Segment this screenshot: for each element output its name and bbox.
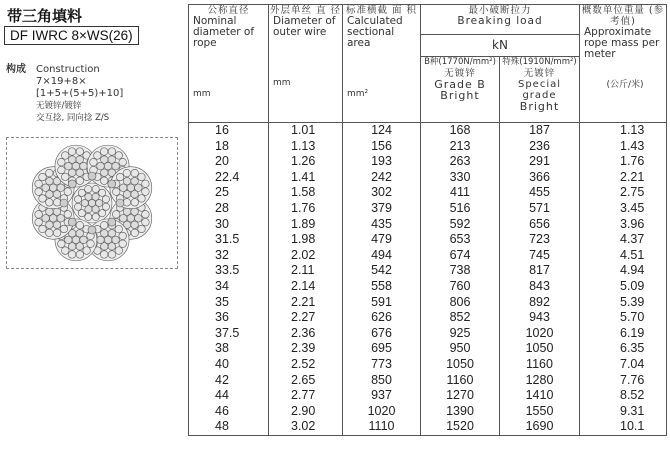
table-row: [189, 263, 667, 279]
header-sectional-area: 标准横截 面 积 Calculated sectional area mm²: [343, 5, 421, 123]
cell-rope-mass: 3.96: [580, 217, 667, 233]
cell-rope-mass: 1.13: [580, 123, 667, 139]
cell-rope-mass: 4.51: [580, 248, 667, 264]
cell-breaking-load-b: 1160: [421, 373, 500, 389]
cell-wire-diameter: 2.90: [269, 404, 343, 420]
table-row: [189, 357, 667, 373]
cell-nominal-diameter: 22.4: [189, 170, 269, 186]
cell-sectional-area: 676: [343, 326, 421, 342]
table-row: [189, 404, 667, 420]
cell-rope-mass: 8.52: [580, 388, 667, 404]
cell-wire-diameter: 1.13: [269, 139, 343, 155]
header-special-grade: 特殊(1910N/mm²) 无镀锌 Special grade Bright: [500, 57, 580, 123]
cell-sectional-area: 1110: [343, 419, 421, 435]
cell-breaking-load-b: 1520: [421, 419, 500, 435]
cell-breaking-load-special: 656: [500, 217, 580, 233]
table-row: [189, 170, 667, 186]
cell-wire-diameter: 1.89: [269, 217, 343, 233]
cell-nominal-diameter: 28: [189, 201, 269, 217]
cell-sectional-area: 156: [343, 139, 421, 155]
cell-wire-diameter: 2.77: [269, 388, 343, 404]
table-row: [189, 279, 667, 295]
table-row: [189, 373, 667, 389]
cell-breaking-load-special: 817: [500, 263, 580, 279]
cell-breaking-load-b: 760: [421, 279, 500, 295]
cell-wire-diameter: 1.58: [269, 185, 343, 201]
cell-sectional-area: 558: [343, 279, 421, 295]
construction-label-cn: 构成: [6, 64, 26, 75]
cell-nominal-diameter: 38: [189, 341, 269, 357]
cell-wire-diameter: 2.02: [269, 248, 343, 264]
cell-rope-mass: 1.43: [580, 139, 667, 155]
table-row: [189, 310, 667, 326]
cell-breaking-load-b: 1270: [421, 388, 500, 404]
cell-nominal-diameter: 44: [189, 388, 269, 404]
cell-breaking-load-special: 1410: [500, 388, 580, 404]
cell-breaking-load-b: 516: [421, 201, 500, 217]
header-outer-wire-diameter: 外层单丝 直 径 Diameter of outer wire mm: [269, 5, 343, 123]
cell-breaking-load-special: 291: [500, 154, 580, 170]
title-english: DF IWRC 8×WS(26): [4, 26, 139, 45]
cell-wire-diameter: 2.27: [269, 310, 343, 326]
cell-nominal-diameter: 48: [189, 419, 269, 435]
cell-rope-mass: 6.35: [580, 341, 667, 357]
cell-breaking-load-b: 674: [421, 248, 500, 264]
cell-nominal-diameter: 46: [189, 404, 269, 420]
cell-breaking-load-b: 738: [421, 263, 500, 279]
cell-sectional-area: 591: [343, 295, 421, 311]
cell-rope-mass: 3.45: [580, 201, 667, 217]
cell-nominal-diameter: 30: [189, 217, 269, 233]
cell-rope-mass: 2.21: [580, 170, 667, 186]
cell-rope-mass: 4.37: [580, 232, 667, 248]
cell-nominal-diameter: 40: [189, 357, 269, 373]
cell-rope-mass: 7.04: [580, 357, 667, 373]
cell-wire-diameter: 1.26: [269, 154, 343, 170]
construction-line3: 无镀锌/镀锌: [36, 101, 82, 111]
table-row: [189, 139, 667, 155]
left-panel: [0, 0, 192, 465]
table-row: [189, 248, 667, 264]
header-breaking-load: 最小破断拉力 Breaking load: [421, 5, 580, 35]
table-row: [189, 295, 667, 311]
cell-sectional-area: 542: [343, 263, 421, 279]
cell-nominal-diameter: 18: [189, 139, 269, 155]
cell-nominal-diameter: 34: [189, 279, 269, 295]
cell-nominal-diameter: 32: [189, 248, 269, 264]
cell-wire-diameter: 1.41: [269, 170, 343, 186]
cell-rope-mass: 1.76: [580, 154, 667, 170]
header-rope-mass: 概数单位重量 (参考值) Approximate rope mass per meter (公斤/米): [580, 5, 667, 123]
construction-label-en: Construction: [36, 64, 100, 75]
cell-sectional-area: 242: [343, 170, 421, 186]
cell-sectional-area: 626: [343, 310, 421, 326]
cell-nominal-diameter: 33.5: [189, 263, 269, 279]
header-kn-unit: kN: [421, 35, 580, 57]
cell-breaking-load-b: 592: [421, 217, 500, 233]
cell-breaking-load-special: 366: [500, 170, 580, 186]
cell-breaking-load-special: 455: [500, 185, 580, 201]
cell-rope-mass: 10.1: [580, 419, 667, 435]
cell-breaking-load-special: 943: [500, 310, 580, 326]
cell-rope-mass: 5.70: [580, 310, 667, 326]
cell-wire-diameter: 1.01: [269, 123, 343, 139]
cell-breaking-load-special: 745: [500, 248, 580, 264]
cell-sectional-area: 379: [343, 201, 421, 217]
construction-info: [6, 64, 123, 124]
table-row: [189, 326, 667, 342]
cell-nominal-diameter: 31.5: [189, 232, 269, 248]
cell-breaking-load-b: 213: [421, 139, 500, 155]
cell-breaking-load-special: 571: [500, 201, 580, 217]
rope-cross-section: [6, 137, 178, 269]
cell-breaking-load-b: 653: [421, 232, 500, 248]
cell-breaking-load-b: 806: [421, 295, 500, 311]
cell-breaking-load-special: 1550: [500, 404, 580, 420]
table-body: [189, 123, 667, 436]
table-row: [189, 217, 667, 233]
cell-sectional-area: 302: [343, 185, 421, 201]
cell-breaking-load-special: 1160: [500, 357, 580, 373]
cell-wire-diameter: 3.02: [269, 419, 343, 435]
rope-cross-section-drawing: [7, 138, 177, 268]
cell-breaking-load-b: 263: [421, 154, 500, 170]
table-row: [189, 232, 667, 248]
cell-sectional-area: 850: [343, 373, 421, 389]
cell-breaking-load-special: 892: [500, 295, 580, 311]
spec-table: [188, 4, 666, 460]
cell-nominal-diameter: 42: [189, 373, 269, 389]
construction-line1: 7×19+8×: [36, 76, 87, 87]
cell-sectional-area: 1020: [343, 404, 421, 420]
cell-wire-diameter: 2.14: [269, 279, 343, 295]
cell-breaking-load-special: 236: [500, 139, 580, 155]
cell-breaking-load-b: 925: [421, 326, 500, 342]
cell-breaking-load-b: 852: [421, 310, 500, 326]
cell-sectional-area: 937: [343, 388, 421, 404]
cell-sectional-area: 494: [343, 248, 421, 264]
cell-breaking-load-b: 950: [421, 341, 500, 357]
table-row: [189, 419, 667, 435]
cell-sectional-area: 479: [343, 232, 421, 248]
cell-breaking-load-b: 168: [421, 123, 500, 139]
table-row: [189, 185, 667, 201]
cell-breaking-load-special: 1020: [500, 326, 580, 342]
cell-rope-mass: 5.39: [580, 295, 667, 311]
cell-sectional-area: 193: [343, 154, 421, 170]
header-grade-b: B种(1770N/mm²) 无镀锌 Grade B Bright: [421, 57, 500, 123]
table-row: [189, 201, 667, 217]
cell-rope-mass: 4.94: [580, 263, 667, 279]
cell-nominal-diameter: 20: [189, 154, 269, 170]
cell-breaking-load-special: 187: [500, 123, 580, 139]
cell-nominal-diameter: 16: [189, 123, 269, 139]
title-chinese: 带三角填料: [7, 7, 83, 25]
cell-wire-diameter: 2.52: [269, 357, 343, 373]
cell-breaking-load-special: 843: [500, 279, 580, 295]
construction-line2: [1+5+(5+5)+10]: [36, 88, 124, 99]
construction-line4: 交互捻, 同向捻 Z/S: [36, 113, 110, 123]
cell-wire-diameter: 1.98: [269, 232, 343, 248]
cell-breaking-load-b: 330: [421, 170, 500, 186]
cell-sectional-area: 435: [343, 217, 421, 233]
cell-nominal-diameter: 36: [189, 310, 269, 326]
cell-wire-diameter: 2.39: [269, 341, 343, 357]
cell-nominal-diameter: 37.5: [189, 326, 269, 342]
table-row: [189, 154, 667, 170]
cell-nominal-diameter: 35: [189, 295, 269, 311]
cell-wire-diameter: 2.21: [269, 295, 343, 311]
cell-breaking-load-special: 1280: [500, 373, 580, 389]
cell-wire-diameter: 1.76: [269, 201, 343, 217]
table-row: [189, 123, 667, 139]
cell-wire-diameter: 2.36: [269, 326, 343, 342]
cell-sectional-area: 695: [343, 341, 421, 357]
cell-rope-mass: 7.76: [580, 373, 667, 389]
cell-wire-diameter: 2.65: [269, 373, 343, 389]
table-row: [189, 341, 667, 357]
table-row: [189, 388, 667, 404]
cell-breaking-load-special: 1690: [500, 419, 580, 435]
cell-wire-diameter: 2.11: [269, 263, 343, 279]
cell-nominal-diameter: 25: [189, 185, 269, 201]
cell-rope-mass: 5.09: [580, 279, 667, 295]
cell-rope-mass: 6.19: [580, 326, 667, 342]
cell-breaking-load-special: 723: [500, 232, 580, 248]
cell-sectional-area: 773: [343, 357, 421, 373]
header-nominal-diameter: 公称直径 Nominal diameter of rope mm: [189, 5, 269, 123]
cell-breaking-load-special: 1050: [500, 341, 580, 357]
cell-breaking-load-b: 1050: [421, 357, 500, 373]
cell-breaking-load-b: 411: [421, 185, 500, 201]
cell-rope-mass: 9.31: [580, 404, 667, 420]
cell-sectional-area: 124: [343, 123, 421, 139]
cell-rope-mass: 2.75: [580, 185, 667, 201]
cell-breaking-load-b: 1390: [421, 404, 500, 420]
